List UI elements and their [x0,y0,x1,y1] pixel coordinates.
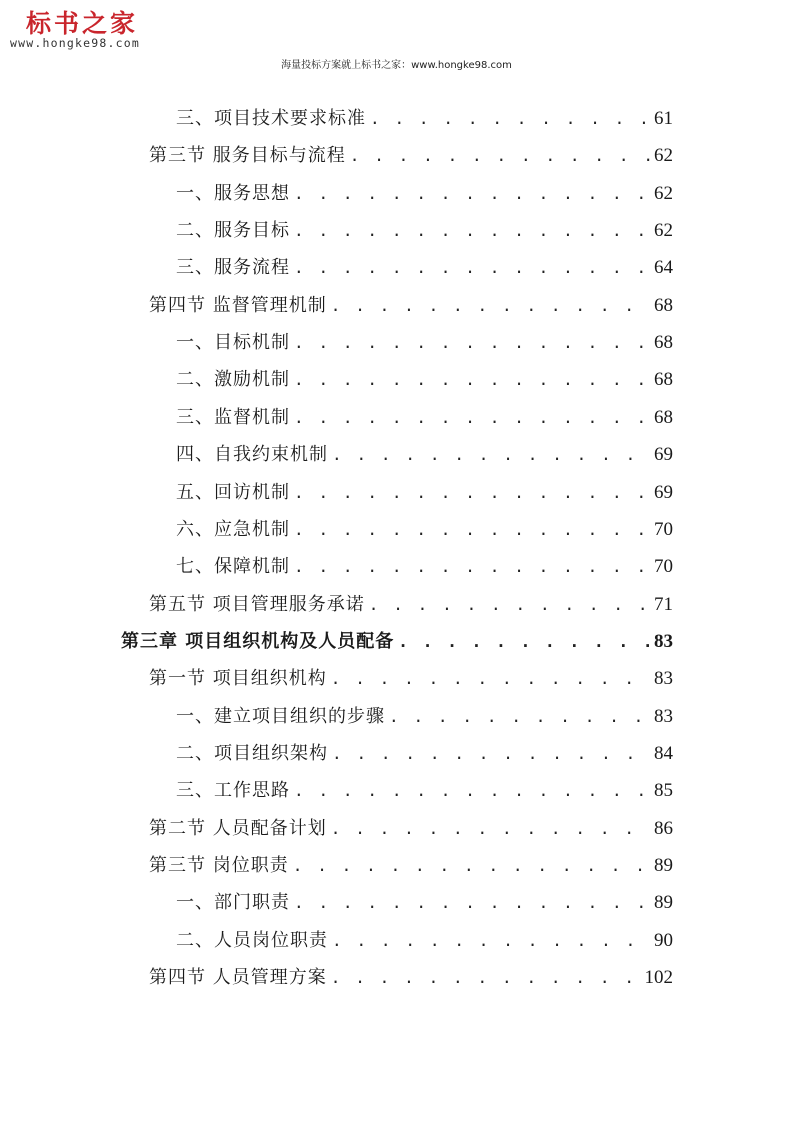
toc-dot-leader [294,324,650,361]
toc-entry-title: 三、监督机制 [176,406,290,428]
toc-subsection-row[interactable] [176,361,673,398]
toc-page-number: 68 [654,369,673,391]
toc-page-number: 84 [654,742,673,764]
toc-page-number: 69 [654,481,673,503]
toc-dot-leader [294,361,650,398]
toc-dot-leader [332,436,650,473]
toc-page-number: 85 [654,780,673,802]
toc-dot-leader [370,100,650,137]
site-logo[interactable] [8,2,168,54]
toc-dot-leader [294,548,650,585]
toc-section-row[interactable] [149,287,673,324]
toc-page-number: 83 [654,668,673,690]
toc-dot-leader [294,212,650,249]
toc-subsection-row[interactable] [176,922,673,959]
toc-page-number: 71 [654,593,673,615]
toc-dot-leader [398,623,650,660]
toc-entry-title: 第三章 项目组织机构及人员配备 [121,630,395,652]
toc-page-number: 70 [654,518,673,540]
toc-page-number: 62 [654,220,673,242]
toc-subsection-row[interactable] [176,249,673,286]
toc-subsection-row[interactable] [176,436,673,473]
toc-page-number: 90 [654,929,673,951]
toc-entry-title: 三、项目技术要求标准 [176,108,366,129]
toc-dot-leader [332,735,650,772]
toc-section-row[interactable] [149,137,673,174]
toc-dot-leader [294,399,650,436]
toc-page-number: 89 [654,892,673,914]
toc-entry-title: 二、人员岗位职责 [176,929,328,951]
toc-entry-title: 二、激励机制 [176,369,290,391]
toc-dot-leader [331,287,650,324]
toc-subsection-row[interactable] [176,399,673,436]
toc-page-number: 70 [654,556,673,578]
toc-page-number: 68 [654,332,673,354]
toc-entry-title: 第三节 服务目标与流程 [149,145,346,167]
toc-subsection-row[interactable] [176,735,673,772]
toc-entry-title: 五、回访机制 [176,481,290,503]
toc-dot-leader [332,922,650,959]
toc-entry-title: 七、保障机制 [176,556,290,578]
toc-page-number: 68 [654,406,673,428]
toc-dot-leader [294,884,650,921]
toc-page-number: 62 [654,145,673,167]
toc-section-row[interactable] [149,586,673,623]
toc-page-number: 69 [654,444,673,466]
toc-entry-title: 第四节 监督管理机制 [149,294,327,316]
toc-subsection-row[interactable] [176,175,673,212]
logo-url: www.hongke98.com [10,36,140,50]
header-note: 海量投标方案就上标书之家：www.hongke98.com [281,60,512,71]
toc-dot-leader [294,175,650,212]
toc-dot-leader [293,847,650,884]
toc-section-row[interactable] [149,959,673,996]
toc-entry-title: 二、服务目标 [176,220,290,242]
toc-entry-title: 一、部门职责 [176,892,290,914]
toc-dot-leader [331,660,650,697]
toc-page-number: 61 [654,108,673,129]
toc-subsection-row[interactable] [176,772,673,809]
toc-entry-title: 第五节 项目管理服务承诺 [149,593,365,615]
toc-dot-leader [350,137,650,174]
toc-chapter-row[interactable] [121,623,673,660]
toc-page-number: 83 [654,705,673,727]
toc-dot-leader [294,511,650,548]
toc-dot-leader [294,474,650,511]
toc-subsection-row[interactable] [176,698,673,735]
toc-page-number: 64 [654,257,673,279]
toc-entry-title: 三、服务流程 [176,257,290,279]
toc-page-number: 89 [654,855,673,876]
toc-entry-title: 一、服务思想 [176,182,290,204]
toc-section-row[interactable] [149,810,673,847]
toc-entry-title: 第一节 项目组织机构 [149,668,327,690]
toc-subsection-row[interactable] [176,100,673,137]
toc-dot-leader [294,772,650,809]
toc-subsection-row[interactable] [176,511,673,548]
toc-subsection-row[interactable] [176,212,673,249]
toc-page-number: 68 [654,294,673,316]
toc-dot-leader [369,586,650,623]
toc-entry-title: 一、目标机制 [176,332,290,354]
toc-dot-leader [389,698,650,735]
toc-subsection-row[interactable] [176,548,673,585]
toc-entry-title: 六、应急机制 [176,518,290,540]
toc-entry-title: 一、建立项目组织的步骤 [176,705,385,727]
toc-page-number: 86 [654,817,673,839]
toc-subsection-row[interactable] [176,474,673,511]
toc-entry-title: 第二节 人员配备计划 [149,817,327,839]
toc-dot-leader [331,959,641,996]
toc-entry-title: 第三节 岗位职责 [149,855,289,876]
toc-section-row[interactable] [149,660,673,697]
toc-dot-leader [331,810,650,847]
toc-entry-title: 三、工作思路 [176,780,290,802]
toc-page-number: 102 [644,967,673,989]
toc-entry-title: 四、自我约束机制 [176,444,328,466]
toc-page-number: 83 [654,630,673,652]
toc-page-number: 62 [654,182,673,204]
toc-section-row[interactable] [149,847,673,884]
toc-dot-leader [294,249,650,286]
toc-subsection-row[interactable] [176,884,673,921]
toc-subsection-row[interactable] [176,324,673,361]
toc-entry-title: 二、项目组织架构 [176,742,328,764]
toc-entry-title: 第四节 人员管理方案 [149,967,327,989]
logo-title: 标书之家 [26,9,139,38]
